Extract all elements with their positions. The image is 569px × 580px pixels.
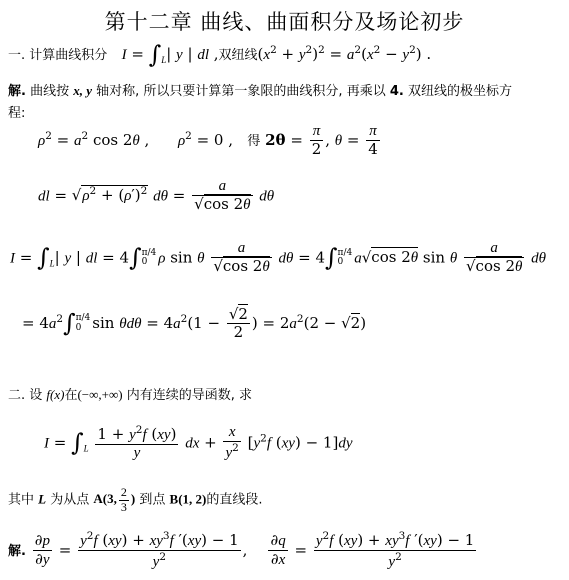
problem-2-interval: (−∞,+∞) [77, 387, 123, 402]
solution-2-lead: 解. [8, 543, 26, 559]
solution-1-text-b: 轴对称, 所以只要计算第一象限的曲线积分, 再乘以 [96, 84, 386, 99]
solution-1-text-a: 曲线按 [30, 84, 70, 99]
where-c: 到点 [139, 492, 166, 508]
problem-2-in: 在 [64, 388, 78, 403]
solution-1-four: 4. [389, 84, 404, 99]
solution-1-text-c: 双纽线的极坐标方 [407, 84, 512, 99]
solution-1-xy: x, y [73, 83, 93, 98]
polar-equation: $\rho^2 = a^2$ cos 2θ , $\rho^2 = 0$ , 得 2θ = $\frac{\pi}{2}$ , θ = $\frac{\pi}{4}$ [38, 123, 378, 159]
problem-2-where: 其中 L 为从点 A(3, $\frac{2}{3}$ ) 到点 B(1, 2)的直线段. [8, 485, 263, 514]
solution-1-line-1 [8, 80, 512, 99]
curve-text: 双纽线 [218, 48, 258, 63]
arc-length-formula: dl = $√\rho^2 + (\rho')^2$ dθ = $\frac{a}{√\cos 2\theta}$ dθ [38, 178, 275, 214]
where-a: 其中 [8, 492, 35, 508]
where-b: 为从点 [50, 492, 90, 508]
solution-2: 解. $\frac{\partial p}{\partial y}$ = $\frac{y^2f (xy) + xy^3f '(xy) - 1}{y^2}$ , $\frac{\partial q}{\partial x}$ = $\frac{y^2f (xy) + xy^3f '(xy) - 1}{y^2}$ [8, 530, 475, 571]
problem-2-fx: f(x) [46, 387, 65, 402]
integral-step-2: = $4a^2\int$ π/4 0 $\sin \theta d\theta = 4a^2(1$ − $\frac{√2}{2}$ ) = $2a^2(2 - √2)$ [22, 305, 367, 342]
solution-1-line-2: 程: [8, 106, 26, 121]
solution-1-lead: 解. [8, 84, 26, 99]
problem-2-label: 二. 设 [8, 388, 43, 403]
problem-1: 一. 计算曲线积分 $I = \int_L|$ y | dl ,双纽线$(x^2 + y^2)^2 = a^2(x^2 - y^2)$ . [8, 40, 432, 69]
problem-2 [8, 384, 252, 403]
where-L: L [38, 491, 47, 507]
problem-2-desc: 内有连续的导函数, 求 [126, 388, 252, 403]
integral-step-1: $I = \int_L|$ y | dl = 4∫ π/4 0 ρ sin θ $\frac{a}{√\cos 2\theta}$ dθ = 4∫ π/4 0 a√cos 2θ sin θ $\frac{a}{√\cos 2\theta}$ dθ [10, 240, 547, 276]
where-d: 的直线段. [206, 492, 263, 508]
point-B: B(1, 2) [169, 491, 207, 507]
de-text: 得 [247, 133, 261, 149]
chapter-title: 第十二章 曲线、曲面积分及场论初步 [104, 10, 465, 34]
problem-1-label: 一. 计算曲线积分 [8, 48, 108, 63]
problem-2-integral: $I = \int_L$ $\frac{1 + y^2f (xy)}{y}$ dx + $\frac{x}{y^2}$ [$y^2f$ (xy) − 1]dy [44, 424, 353, 462]
point-A: A [93, 491, 103, 507]
